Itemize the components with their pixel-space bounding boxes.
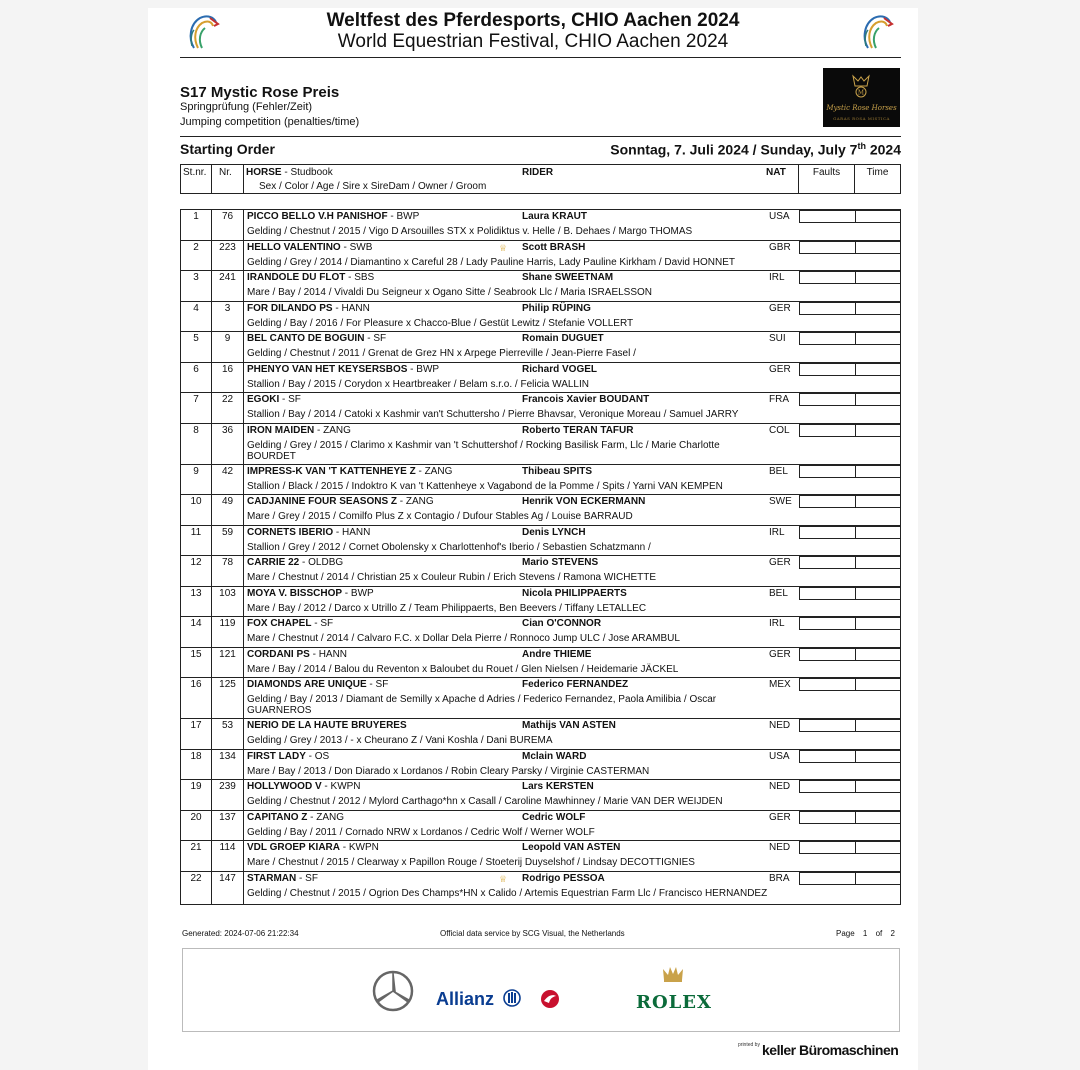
faults-box[interactable] (799, 678, 856, 691)
table-row (181, 393, 900, 424)
table-row (181, 750, 900, 781)
faults-box[interactable] (799, 719, 856, 732)
horse-name-text: FOR DILANDO PS (247, 302, 333, 314)
nationality: USA (769, 750, 790, 762)
horse-details: Gelding / Chestnut / 2015 / Vigo D Arsouilles STX x Polidiktus v. Helle / B. Dehaes / Margo THOMAS (247, 226, 693, 237)
horse-name: HELLO VALENTINO - SWB (247, 241, 373, 253)
allianz-eagle-icon (503, 989, 521, 1007)
studbook: HANN (318, 648, 348, 660)
horse-details: Mare / Grey / 2015 / Comilfo Plus Z x Contagio / Dufour Stables Ag / Louise BARRAUD (247, 511, 633, 522)
rider-name: Andre THIEME (522, 648, 592, 660)
horse-name-text: CAPITANO Z (247, 811, 308, 823)
horse-number: 239 (219, 781, 236, 792)
table-row (181, 271, 900, 302)
turkish-airlines-icon (540, 989, 560, 1009)
start-number: 20 (190, 811, 202, 823)
start-number: 4 (193, 302, 199, 314)
time-box[interactable] (855, 556, 901, 569)
horse-number: 78 (221, 557, 234, 568)
horse-details: Mare / Bay / 2013 / Don Diarado x Lordanos / Robin Cleary Parsky / Virginie CASTERMAN (247, 765, 650, 777)
horse-number: 76 (221, 211, 234, 222)
start-number: 19 (190, 781, 202, 792)
start-number: 18 (190, 750, 202, 762)
time-box[interactable] (855, 424, 901, 437)
rider-name: Laura KRAUT (522, 211, 588, 222)
horse-number: 53 (221, 720, 234, 731)
rider-name: Federico FERNANDEZ (522, 679, 629, 690)
faults-box[interactable] (799, 841, 856, 854)
horse-name: CARRIE 22 - OLDBG (247, 557, 344, 568)
horse-details: Mare / Bay / 2014 / Vivaldi Du Seigneur x Ogano Sitte / Seabrook Llc / Maria ISRAELSSON (247, 287, 653, 298)
horse-name-text: IRANDOLE DU FLOT (247, 272, 346, 283)
horse-name: FIRST LADY - OS (247, 750, 330, 762)
keller-logo: keller Büromaschinen (762, 1042, 899, 1058)
horse-name-text: CARRIE 22 (247, 557, 300, 568)
studbook: ZANG (323, 424, 351, 436)
faults-box[interactable] (799, 556, 856, 569)
horse-name: FOX CHAPEL - SF (247, 618, 334, 629)
table-row (181, 617, 900, 648)
page-number: Page 1 of 2 (836, 929, 895, 938)
nationality: NED (769, 842, 791, 853)
time-box[interactable] (855, 526, 901, 539)
rider-name: Nicola PHILIPPAERTS (522, 587, 627, 599)
start-number: 7 (193, 394, 199, 405)
time-box[interactable] (855, 241, 901, 254)
horse-number: 147 (219, 872, 236, 884)
studbook: KWPN (330, 781, 361, 792)
time-box[interactable] (855, 393, 901, 406)
horse-details: Gelding / Chestnut / 2011 / Grenat de Grez HN x Arpege Pierreville / Jean-Pierre Fasel / (247, 348, 636, 359)
start-number: 22 (190, 872, 202, 884)
horse-number: 16 (221, 363, 234, 375)
table-row (181, 780, 900, 811)
sponsor-bar (182, 948, 900, 1032)
time-box[interactable] (855, 271, 901, 284)
nationality: IRL (769, 526, 785, 538)
horse-details: Mare / Bay / 2012 / Darco x Utrillo Z / Team Philippaerts, Ben Beevers / Tiffany LETALLEC (247, 602, 647, 614)
faults-box[interactable] (799, 393, 856, 406)
start-number: 13 (190, 587, 202, 599)
start-number: 15 (190, 648, 202, 660)
rider-name: Philip RÜPING (522, 302, 591, 314)
col-time: Time (866, 167, 889, 178)
divider (180, 136, 901, 137)
time-box[interactable] (855, 811, 901, 824)
start-number: 3 (193, 272, 199, 283)
nationality: GER (769, 811, 791, 823)
time-box[interactable] (855, 302, 901, 315)
horse-name: CADJANINE FOUR SEASONS Z - ZANG (247, 496, 434, 507)
rider-name: Henrik VON ECKERMANN (522, 496, 646, 507)
time-box[interactable] (855, 210, 901, 223)
horse-details: Gelding / Grey / 2013 / - x Cheurano Z / Vani Koshla / Dani BUREMA (247, 735, 553, 746)
time-box[interactable] (855, 750, 901, 763)
horse-details: Gelding / Chestnut / 2012 / Mylord Carthago*hn x Casall / Caroline Mawhinney / Marie VAN DER WEIJDEN (247, 796, 723, 807)
time-box[interactable] (855, 495, 901, 508)
date-sup: th (857, 141, 866, 151)
start-number: 10 (190, 496, 202, 507)
rider-name: Mclain WARD (522, 750, 587, 762)
sponsor-logo-sub: GARAS ROSA MISTICA (833, 116, 890, 121)
col-stnr: St.nr. (183, 167, 207, 178)
nationality: BEL (769, 587, 788, 599)
horse-number: 114 (219, 842, 236, 853)
sponsor-logo-text: Mystic Rose Horses (826, 104, 897, 112)
table-row (181, 465, 900, 496)
col-faults: Faults (812, 167, 841, 178)
nationality: NED (769, 720, 791, 731)
horse-name-text: MOYA V. BISSCHOP (247, 587, 343, 599)
time-box[interactable] (855, 780, 901, 793)
horse-name: EGOKI - SF (247, 394, 301, 405)
mystic-rose-logo (823, 68, 900, 127)
horse-details: Stallion / Bay / 2014 / Catoki x Kashmir van't Schuttersho / Pierre Bhavsar, Veronique Moreau / Samuel JARRY (247, 409, 739, 420)
col-nat: NAT (766, 167, 786, 178)
table-row (181, 811, 900, 842)
horse-details: Mare / Chestnut / 2015 / Clearway x Papillon Rouge / Stoeterij Duyselshof / Lindsay DECOTTIGNIES (247, 857, 695, 868)
faults-box[interactable] (799, 811, 856, 824)
competition-type-en: Jumping competition (penalties/time) (180, 116, 360, 128)
studbook: ZANG (424, 465, 453, 477)
table-row (181, 210, 900, 241)
horse-name: HOLLYWOOD V - KWPN (247, 781, 361, 792)
horse-details: Gelding / Grey / 2015 / Clarimo x Kashmir van 't Schuttershof / Rocking Basilisk Farm, Llc / Marie Charlotte (247, 439, 720, 451)
date-year: 2024 (865, 141, 901, 158)
start-number: 21 (190, 842, 202, 853)
horse-details: Gelding / Bay / 2013 / Diamant de Semilly x Apache d Adries / Federico Fernandez, Paola Amilibia / Oscar (247, 694, 717, 705)
table-row (181, 719, 900, 750)
horse-name: IRON MAIDEN - ZANG (247, 424, 351, 436)
faults-box[interactable] (799, 526, 856, 539)
studbook: SF (288, 394, 301, 405)
time-box[interactable] (855, 363, 901, 376)
time-box[interactable] (855, 719, 901, 732)
horse-details: Gelding / Bay / 2016 / For Pleasure x Chacco-Blue / Gestüt Lewitz / Stefanie VOLLERT (247, 317, 634, 329)
horse-name-text: PHENYO VAN HET KEYSERSBOS (247, 363, 408, 375)
studbook: ZANG (316, 811, 345, 823)
table-row (181, 678, 900, 719)
horse-number: 241 (219, 272, 236, 283)
horse-number: 137 (219, 811, 236, 823)
faults-box[interactable] (799, 424, 856, 437)
horse-name: CORDANI PS - HANN (247, 648, 348, 660)
rider-name: Romain DUGUET (522, 333, 604, 344)
horse-number: 223 (219, 241, 236, 253)
studbook: OLDBG (308, 557, 344, 568)
faults-box[interactable] (799, 363, 856, 376)
studbook: SF (373, 333, 387, 344)
horse-name: DIAMONDS ARE UNIQUE - SF (247, 679, 389, 690)
horse-details: Mare / Bay / 2014 / Balou du Reventon x Baloubet du Rouet / Glen Nielsen / Heidemarie JÄCKEL (247, 663, 679, 675)
col-horse-sub: Sex / Color / Age / Sire x SireDam / Owner / Groom (259, 181, 487, 192)
event-title-de: Weltfest des Pferdesports, CHIO Aachen 2024 (326, 10, 740, 31)
horse-name: IMPRESS-K VAN 'T KATTENHEYE Z - ZANG (247, 465, 453, 477)
horse-details: Gelding / Chestnut / 2015 / Ogrion Des Champs*HN x Calido / Artemis Equestrian Farm Llc / Francisco HERNANDEZ (247, 887, 768, 899)
time-box[interactable] (855, 587, 901, 600)
horse-name: VDL GROEP KIARA - KWPN (247, 842, 379, 853)
nationality: GER (769, 363, 791, 375)
time-box[interactable] (855, 841, 901, 854)
rider-name: Leopold VAN ASTEN (522, 842, 621, 853)
studbook: OS (314, 750, 330, 762)
horse-name: PICCO BELLO V.H PANISHOF - BWP (247, 211, 420, 222)
horse-name: CORNETS IBERIO - HANN (247, 526, 371, 538)
horse-name-text: EGOKI (247, 394, 280, 405)
start-number: 2 (193, 241, 199, 253)
table-row (181, 363, 900, 394)
time-box[interactable] (855, 465, 901, 478)
horse-name-text: NERIO DE LA HAUTE BRUYERES (247, 720, 407, 731)
horse-name-text: HELLO VALENTINO (247, 241, 341, 253)
horse-name (247, 720, 407, 732)
allianz-logo: Allianz (436, 989, 495, 1009)
faults-box[interactable] (799, 750, 856, 763)
horse-number: 125 (219, 679, 236, 690)
studbook: KWPN (348, 842, 379, 853)
faults-box[interactable] (799, 495, 856, 508)
start-number: 5 (193, 333, 199, 344)
nationality: NED (769, 781, 791, 792)
table-row (181, 872, 900, 903)
nationality: COL (769, 424, 790, 436)
horse-name-text: HOLLYWOOD V (247, 781, 322, 792)
rider-name: Thibeau SPITS (522, 465, 593, 477)
rider-name: Mario STEVENS (522, 557, 599, 568)
horse-name: STARMAN - SF (247, 872, 318, 884)
horse-details: Stallion / Grey / 2012 / Cornet Obolensky x Charlottenhof's Iberio / Sebastien Schatzmann / (247, 541, 651, 553)
time-box[interactable] (855, 678, 901, 691)
generated-timestamp: Generated: 2024-07-06 21:22:34 (182, 929, 299, 938)
horse-number: 119 (219, 618, 236, 629)
studbook: BWP (396, 211, 420, 222)
faults-box[interactable] (799, 302, 856, 315)
document-page (148, 8, 918, 1070)
table-row (181, 526, 900, 557)
table-row (181, 556, 900, 587)
table-row (181, 587, 900, 618)
nationality: USA (769, 211, 790, 222)
studbook: SF (320, 618, 334, 629)
horse-name: MOYA V. BISSCHOP - BWP (247, 587, 374, 599)
table-header (180, 164, 901, 194)
start-number: 11 (190, 526, 202, 538)
nationality: FRA (769, 394, 789, 405)
horse-name-text: PICCO BELLO V.H PANISHOF (247, 211, 388, 222)
rider-name: Francois Xavier BOUDANT (522, 394, 650, 405)
horse-number: 121 (219, 648, 236, 660)
horse-name-text: BEL CANTO DE BOGUIN (247, 333, 365, 344)
mercedes-logo (371, 969, 415, 1013)
horse-name-text: IRON MAIDEN (247, 424, 315, 436)
horse-number: 134 (219, 750, 236, 762)
studbook: HANN (341, 302, 370, 314)
horse-name-text: DIAMONDS ARE UNIQUE (247, 679, 367, 690)
rider-name: Cedric WOLF (522, 811, 586, 823)
horse-number: 22 (221, 394, 234, 405)
horse-details: Stallion / Black / 2015 / Indoktro K van 't Kattenheye x Vagabond de la Pomme / Spits / Yarni VAN KEMPEN (247, 480, 723, 492)
start-number: 12 (190, 557, 202, 568)
table-row (181, 495, 900, 526)
horse-details-cont: BOURDET (247, 450, 296, 462)
studbook: SBS (354, 272, 375, 283)
studbook: ZANG (405, 496, 434, 507)
start-number: 14 (190, 618, 202, 629)
studbook: BWP (350, 587, 374, 599)
horse-number: 59 (221, 526, 234, 538)
crown-icon: ♕ (499, 873, 508, 884)
faults-box[interactable] (799, 210, 856, 223)
nationality: BEL (769, 465, 788, 477)
rider-name: Cian O'CONNOR (522, 618, 602, 629)
nationality: GER (769, 302, 791, 314)
nationality: GER (769, 648, 791, 660)
start-number: 17 (190, 720, 202, 731)
rider-name: Lars KERSTEN (522, 781, 594, 792)
time-box[interactable] (855, 872, 901, 885)
rider-name: Denis LYNCH (522, 526, 586, 538)
faults-box[interactable] (799, 587, 856, 600)
rider-name: Mathijs VAN ASTEN (522, 720, 616, 731)
rider-name: Shane SWEETNAM (522, 272, 614, 283)
faults-box[interactable] (799, 332, 856, 345)
faults-box[interactable] (799, 780, 856, 793)
horse-details: Mare / Chestnut / 2014 / Christian 25 x Couleur Rubin / Erich Stevens / Ramona WICHETTE (247, 572, 657, 583)
nationality: SWE (769, 496, 792, 507)
horse-details: Mare / Chestnut / 2014 / Calvaro F.C. x Dollar Dela Pierre / Ronnoco Jump ULC / Jose ARAMBUL (247, 633, 680, 644)
competition-name: S17 Mystic Rose Preis (180, 84, 340, 101)
table-row (181, 841, 900, 872)
faults-box[interactable] (799, 617, 856, 630)
horse-name-text: VDL GROEP KIARA (247, 842, 340, 853)
starting-order-table (180, 209, 901, 905)
nationality: SUI (769, 333, 786, 344)
rider-name: Scott BRASH (522, 241, 586, 253)
start-number: 6 (193, 363, 199, 375)
divider (180, 57, 901, 58)
horse-number: 9 (224, 333, 231, 344)
horse-name-text: FIRST LADY (247, 750, 306, 762)
col-nr: Nr. (219, 167, 232, 178)
rider-name: Richard VOGEL (522, 363, 598, 375)
horse-number: 3 (224, 302, 231, 314)
printed-by: printed by (738, 1042, 760, 1048)
horse-name: PHENYO VAN HET KEYSERSBOS - BWP (247, 363, 440, 375)
start-number: 16 (190, 679, 202, 690)
start-number: 1 (193, 211, 199, 222)
horse-name-text: CORNETS IBERIO (247, 526, 334, 538)
time-box[interactable] (855, 617, 901, 630)
date-text: Sonntag, 7. Juli 2024 / Sunday, July 7 (610, 141, 858, 158)
studbook: BWP (416, 363, 440, 375)
faults-box[interactable] (799, 648, 856, 661)
rolex-logo: ROLEX (636, 992, 712, 1013)
horse-number: 49 (221, 496, 234, 507)
table-row (181, 332, 900, 363)
start-number: 8 (193, 424, 199, 436)
horse-details-cont: GUARNEROS (247, 705, 312, 716)
nationality: IRL (769, 272, 785, 283)
horse-details: Gelding / Grey / 2014 / Diamantino x Careful 28 / Lady Pauline Harris, Lady Pauline Kirkham / David HONNET (247, 256, 735, 268)
rider-name: Rodrigo PESSOA (522, 872, 605, 884)
svg-text:M: M (857, 89, 865, 97)
section-title: Starting Order (180, 141, 275, 157)
crown-icon: ♕ (499, 242, 508, 253)
nationality: GBR (769, 241, 791, 253)
faults-box[interactable] (799, 271, 856, 284)
studbook: SF (305, 872, 318, 884)
horse-name-text: CORDANI PS (247, 648, 310, 660)
studbook: SF (375, 679, 389, 690)
horse-number: 42 (221, 465, 234, 477)
nationality: IRL (769, 618, 785, 629)
horse-details: Stallion / Bay / 2015 / Corydon x Heartbreaker / Belam s.r.o. / Felicia WALLIN (247, 378, 589, 390)
nationality: BRA (769, 872, 790, 884)
data-service: Official data service by SCG Visual, the Netherlands (440, 929, 625, 938)
table-row (181, 424, 900, 465)
horse-name-text: CADJANINE FOUR SEASONS Z (247, 496, 398, 507)
horse-name: FOR DILANDO PS - HANN (247, 302, 370, 314)
time-box[interactable] (855, 648, 901, 661)
col-horse-label: HORSE (246, 167, 282, 178)
table-row (181, 648, 900, 679)
col-horse-suffix: - Studbook (281, 167, 333, 178)
table-row (181, 302, 900, 333)
table-row (181, 241, 900, 272)
studbook: SWB (349, 241, 373, 253)
col-horse (246, 167, 333, 179)
faults-box[interactable] (799, 872, 856, 885)
horse-name-text: FOX CHAPEL (247, 618, 312, 629)
nationality: GER (769, 557, 791, 568)
horse-details: Gelding / Bay / 2011 / Cornado NRW x Lordanos / Cedric Wolf / Werner WOLF (247, 826, 595, 838)
horse-name: BEL CANTO DE BOGUIN - SF (247, 333, 387, 344)
faults-box[interactable] (799, 465, 856, 478)
studbook: HANN (342, 526, 371, 538)
competition-date (610, 141, 901, 158)
faults-box[interactable] (799, 241, 856, 254)
col-rider: RIDER (522, 167, 554, 178)
nationality: MEX (769, 679, 791, 690)
horse-name-text: STARMAN (247, 872, 297, 884)
horse-number: 103 (219, 587, 236, 599)
horse-number: 36 (221, 424, 234, 436)
horse-name: IRANDOLE DU FLOT - SBS (247, 272, 375, 283)
event-title-en: World Equestrian Festival, CHIO Aachen 2024 (337, 31, 729, 52)
rolex-crown-icon (661, 965, 685, 983)
rider-name: Roberto TERAN TAFUR (522, 424, 634, 436)
horse-name: CAPITANO Z - ZANG (247, 811, 345, 823)
time-box[interactable] (855, 332, 901, 345)
horse-name-text: IMPRESS-K VAN 'T KATTENHEYE Z (247, 465, 416, 477)
competition-type-de: Springprüfung (Fehler/Zeit) (180, 101, 313, 113)
start-number: 9 (193, 465, 199, 477)
